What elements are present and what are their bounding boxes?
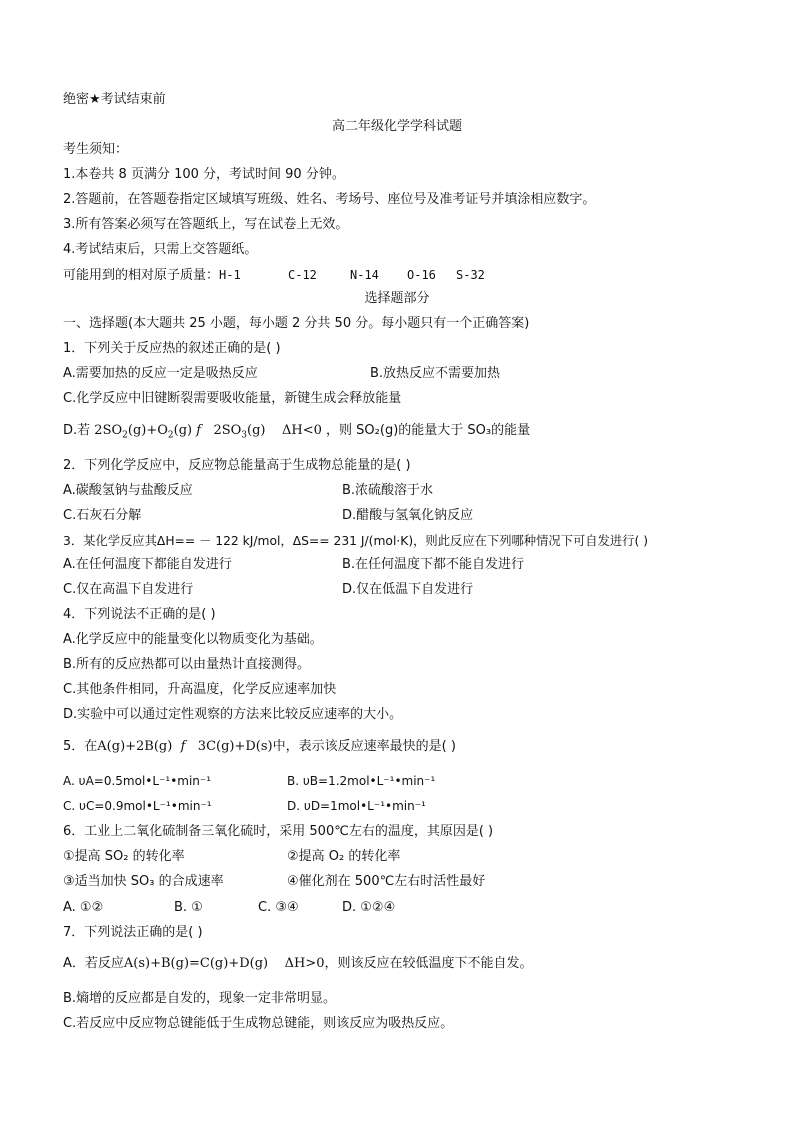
- q1-d-suffix: ，则 SO₂(g)的能量大于 SO₃的能量: [326, 423, 531, 438]
- q1-d-prefix: D.若: [63, 423, 91, 438]
- q1-option-d: [63, 423, 530, 444]
- q7-stem: 7．下列说法正确的是( ): [63, 925, 203, 940]
- q6-choice-4: ④催化剂在 500℃左右时活性最好: [287, 874, 486, 889]
- q3-option-a: A.在任何温度下都能自发进行: [63, 557, 232, 572]
- q6-choice-3: ③适当加快 SO₃ 的合成速率: [63, 874, 224, 889]
- q7-option-c: C.若反应中反应物总键能低于生成物总键能，则该反应为吸热反应。: [63, 1016, 454, 1031]
- q7-a-enthalpy: ΔH>0: [284, 956, 325, 971]
- notice-item-2: 2.答题前，在答题卷指定区域填写班级、姓名、考场号、座位号及准考证号并填涂相应数字。: [63, 192, 596, 207]
- confidential-mark: 绝密★考试结束前: [63, 92, 166, 107]
- q6-choice-1: ①提高 SO₂ 的转化率: [63, 849, 185, 864]
- q5-stem: [63, 739, 456, 755]
- q1-d-equation: $2SO_2(g)+O_2(g)$ f $2SO_3(g)$ ΔH<0: [94, 423, 322, 441]
- atomic-mass-h: H-1: [219, 268, 241, 282]
- q7-a-equation: A(s)+B(g)=C(g)+D(g): [123, 956, 269, 971]
- atomic-mass-s: S-32: [456, 268, 485, 282]
- q6-stem: 6．工业上二氧化硫制备三氧化硫时，采用 500℃左右的温度，其原因是( ): [63, 824, 494, 839]
- q5-option-b: B. υB=1.2mol•L⁻¹•min⁻¹: [287, 774, 436, 788]
- q2-option-d: D.醋酸与氢氧化钠反应: [342, 508, 474, 523]
- q6-option-a: A. ①②: [63, 900, 104, 915]
- q3-option-c: C.仅在高温下自发进行: [63, 582, 194, 597]
- q4-option-c: C.其他条件相同，升高温度，化学反应速率加快: [63, 682, 337, 697]
- q4-option-b: B.所有的反应热都可以由量热计直接测得。: [63, 657, 311, 672]
- q6-option-c: C. ③④: [258, 900, 299, 915]
- q2-stem: 2．下列化学反应中，反应物总能量高于生成物总能量的是( ): [63, 458, 411, 473]
- q1-option-b: B.放热反应不需要加热: [370, 366, 501, 381]
- q1-stem: 1．下列关于反应热的叙述正确的是( ): [63, 341, 281, 356]
- atomic-mass-o: O-16: [407, 268, 436, 282]
- q7-a-suffix: ，则该反应在较低温度下不能自发。: [324, 956, 533, 971]
- q5-option-d: D. υD=1mol•L⁻¹•min⁻¹: [287, 799, 426, 813]
- q4-option-d: D.实验中可以通过定性观察的方法来比较反应速率的大小。: [63, 707, 403, 722]
- q7-option-a: [63, 956, 533, 972]
- q5-option-c: C. υC=0.9mol•L⁻¹•min⁻¹: [63, 799, 212, 813]
- q4-stem: 4．下列说法不正确的是( ): [63, 607, 216, 622]
- q2-option-a: A.碳酸氢钠与盐酸反应: [63, 483, 193, 498]
- atomic-mass-c: C-12: [288, 268, 317, 282]
- atomic-mass-line: [63, 267, 241, 284]
- section-instruction: 一、选择题(本大题共 25 小题，每小题 2 分共 50 分。每小题只有一个正确答案): [63, 316, 530, 331]
- q3-option-d: D.仅在低温下自发进行: [342, 582, 474, 597]
- q5-option-a: A. υA=0.5mol•L⁻¹•min⁻¹: [63, 774, 212, 788]
- q7-option-b: B.熵增的反应都是自发的，现象一定非常明显。: [63, 991, 337, 1006]
- q5-stem-suffix: 中，表示该反应速率最快的是( ): [272, 739, 456, 754]
- notice-heading: 考生须知：: [63, 142, 129, 157]
- notice-item-1: 1.本卷共 8 页满分 100 分，考试时间 90 分钟。: [63, 167, 345, 182]
- q2-option-b: B.浓硫酸溶于水: [342, 483, 434, 498]
- q3-option-b: B.在任何温度下都不能自发进行: [342, 557, 525, 572]
- q1-option-a: A.需要加热的反应一定是吸热反应: [63, 366, 258, 381]
- page-title: 高二年级化学学科试题: [331, 119, 462, 134]
- q5-stem-prefix: 5．在: [63, 739, 98, 754]
- q3-stem: 3．某化学反应其ΔH== － 122 kJ/mol，ΔS== 231 J/(mol·K)，则此反应在下列哪种情况下可自发进行( ): [63, 534, 648, 548]
- q7-a-prefix: A．若反应: [63, 956, 124, 971]
- notice-item-4: 4.考试结束后，只需上交答题纸。: [63, 242, 258, 257]
- section-title: 选择题部分: [364, 291, 430, 306]
- q4-option-a: A.化学反应中的能量变化以物质变化为基础。: [63, 632, 323, 647]
- q2-option-c: C.石灰石分解: [63, 508, 142, 523]
- atomic-mass-n: N-14: [350, 268, 379, 282]
- q5-equation: A(g)+2B(g) f 3C(g)+D(s): [97, 739, 273, 754]
- q1-option-c: C.化学反应中旧键断裂需要吸收能量，新键生成会释放能量: [63, 391, 402, 406]
- q6-option-b: B. ①: [174, 900, 203, 915]
- notice-item-3: 3.所有答案必须写在答题纸上，写在试卷上无效。: [63, 217, 349, 232]
- atomic-mass-label: 可能用到的相对原子质量：: [63, 268, 220, 283]
- q6-choice-2: ②提高 O₂ 的转化率: [287, 849, 401, 864]
- q6-option-d: D. ①②④: [342, 900, 396, 915]
